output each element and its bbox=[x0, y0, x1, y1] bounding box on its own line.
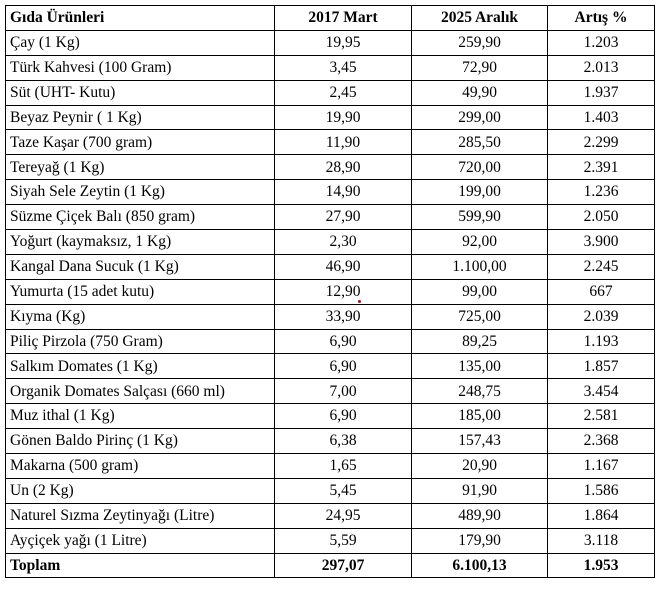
table-header-row bbox=[6, 6, 655, 31]
table-row bbox=[6, 80, 655, 105]
product-name-cell: Tereyağ (1 Kg) bbox=[6, 155, 275, 180]
increase-percent-cell: 3.118 bbox=[548, 528, 655, 553]
table-row bbox=[6, 230, 655, 255]
price-2025-cell: 725,00 bbox=[412, 304, 548, 329]
product-name-cell: Piliç Pirzola (750 Gram) bbox=[6, 329, 275, 354]
total-2025-cell: 6.100,13 bbox=[412, 553, 548, 578]
product-name-cell: Organik Domates Salçası (660 ml) bbox=[6, 379, 275, 404]
stray-red-mark bbox=[358, 300, 361, 303]
product-name-cell: Siyah Sele Zeytin (1 Kg) bbox=[6, 180, 275, 205]
increase-percent-cell: 1.236 bbox=[548, 180, 655, 205]
price-2025-cell: 157,43 bbox=[412, 429, 548, 454]
increase-percent-cell: 2.050 bbox=[548, 205, 655, 230]
price-2017-cell: 5,45 bbox=[275, 478, 412, 503]
product-name-cell: Yumurta (15 adet kutu) bbox=[6, 279, 275, 304]
product-name-cell: Naturel Sızma Zeytinyağı (Litre) bbox=[6, 503, 275, 528]
price-2017-cell: 6,38 bbox=[275, 429, 412, 454]
price-2025-cell: 92,00 bbox=[412, 230, 548, 255]
total-increase-cell: 1.953 bbox=[548, 553, 655, 578]
product-name-cell: Türk Kahvesi (100 Gram) bbox=[6, 55, 275, 80]
table-row bbox=[6, 454, 655, 479]
increase-percent-cell: 1.586 bbox=[548, 478, 655, 503]
increase-percent-cell: 2.368 bbox=[548, 429, 655, 454]
price-2017-cell: 6,90 bbox=[275, 354, 412, 379]
price-2025-cell: 179,90 bbox=[412, 528, 548, 553]
price-2025-cell: 89,25 bbox=[412, 329, 548, 354]
price-2017-cell: 14,90 bbox=[275, 180, 412, 205]
table-row bbox=[6, 105, 655, 130]
increase-percent-cell: 1.167 bbox=[548, 454, 655, 479]
product-name-cell: Ayçiçek yağı (1 Litre) bbox=[6, 528, 275, 553]
increase-percent-cell: 3.900 bbox=[548, 230, 655, 255]
table-row bbox=[6, 155, 655, 180]
increase-percent-cell: 667 bbox=[548, 279, 655, 304]
product-name-cell: Çay (1 Kg) bbox=[6, 30, 275, 55]
table-row bbox=[6, 130, 655, 155]
table-row bbox=[6, 329, 655, 354]
price-2017-cell: 5,59 bbox=[275, 528, 412, 553]
price-2025-cell: 599,90 bbox=[412, 205, 548, 230]
product-name-cell: Makarna (500 gram) bbox=[6, 454, 275, 479]
increase-percent-cell: 2.039 bbox=[548, 304, 655, 329]
table-row bbox=[6, 205, 655, 230]
increase-percent-cell: 2.299 bbox=[548, 130, 655, 155]
price-2017-cell: 6,90 bbox=[275, 329, 412, 354]
price-2025-cell: 185,00 bbox=[412, 404, 548, 429]
table-row bbox=[6, 404, 655, 429]
table-row bbox=[6, 55, 655, 80]
price-2017-cell: 2,45 bbox=[275, 80, 412, 105]
increase-percent-cell: 1.937 bbox=[548, 80, 655, 105]
product-name-cell: Yoğurt (kaymaksız, 1 Kg) bbox=[6, 230, 275, 255]
price-2017-cell: 1,65 bbox=[275, 454, 412, 479]
total-label-cell: Toplam bbox=[6, 553, 275, 578]
increase-percent-cell: 1.403 bbox=[548, 105, 655, 130]
table-row bbox=[6, 478, 655, 503]
price-2025-cell: 248,75 bbox=[412, 379, 548, 404]
increase-percent-cell: 1.857 bbox=[548, 354, 655, 379]
increase-percent-cell: 2.245 bbox=[548, 254, 655, 279]
product-name-cell: Kangal Dana Sucuk (1 Kg) bbox=[6, 254, 275, 279]
price-2025-cell: 299,00 bbox=[412, 105, 548, 130]
product-name-cell: Süt (UHT- Kutu) bbox=[6, 80, 275, 105]
price-2017-cell: 7,00 bbox=[275, 379, 412, 404]
table-row bbox=[6, 354, 655, 379]
price-2025-cell: 91,90 bbox=[412, 478, 548, 503]
table-row bbox=[6, 254, 655, 279]
increase-percent-cell: 2.391 bbox=[548, 155, 655, 180]
table-row bbox=[6, 429, 655, 454]
table-row bbox=[6, 30, 655, 55]
price-2025-cell: 99,00 bbox=[412, 279, 548, 304]
table-row bbox=[6, 304, 655, 329]
header-2017-march: 2017 Mart bbox=[275, 6, 412, 31]
increase-percent-cell: 1.864 bbox=[548, 503, 655, 528]
price-2017-cell: 19,90 bbox=[275, 105, 412, 130]
product-name-cell: Beyaz Peynir ( 1 Kg) bbox=[6, 105, 275, 130]
price-2025-cell: 1.100,00 bbox=[412, 254, 548, 279]
table-row bbox=[6, 279, 655, 304]
table-row bbox=[6, 180, 655, 205]
price-2025-cell: 285,50 bbox=[412, 130, 548, 155]
increase-percent-cell: 2.581 bbox=[548, 404, 655, 429]
table-row bbox=[6, 528, 655, 553]
price-2017-cell: 28,90 bbox=[275, 155, 412, 180]
total-2017-cell: 297,07 bbox=[275, 553, 412, 578]
header-increase-percent: Artış % bbox=[548, 6, 655, 31]
price-2017-cell: 27,90 bbox=[275, 205, 412, 230]
header-food-products: Gıda Ürünleri bbox=[6, 6, 275, 31]
price-2025-cell: 20,90 bbox=[412, 454, 548, 479]
total-row bbox=[6, 553, 655, 578]
increase-percent-cell: 1.193 bbox=[548, 329, 655, 354]
table-row bbox=[6, 503, 655, 528]
price-2017-cell: 11,90 bbox=[275, 130, 412, 155]
price-2017-cell: 6,90 bbox=[275, 404, 412, 429]
price-2025-cell: 135,00 bbox=[412, 354, 548, 379]
price-2017-cell: 24,95 bbox=[275, 503, 412, 528]
price-2017-cell: 46,90 bbox=[275, 254, 412, 279]
price-2017-cell: 33,90 bbox=[275, 304, 412, 329]
table-row bbox=[6, 379, 655, 404]
product-name-cell: Kıyma (Kg) bbox=[6, 304, 275, 329]
table-body bbox=[6, 30, 655, 578]
increase-percent-cell: 1.203 bbox=[548, 30, 655, 55]
product-name-cell: Muz ithal (1 Kg) bbox=[6, 404, 275, 429]
price-2017-cell: 2,30 bbox=[275, 230, 412, 255]
price-2017-cell: 12,90 bbox=[275, 279, 412, 304]
food-price-table bbox=[5, 5, 655, 578]
price-2025-cell: 489,90 bbox=[412, 503, 548, 528]
price-2025-cell: 259,90 bbox=[412, 30, 548, 55]
increase-percent-cell: 2.013 bbox=[548, 55, 655, 80]
header-2025-december: 2025 Aralık bbox=[412, 6, 548, 31]
price-2025-cell: 49,90 bbox=[412, 80, 548, 105]
price-2017-cell: 3,45 bbox=[275, 55, 412, 80]
price-2025-cell: 720,00 bbox=[412, 155, 548, 180]
price-2017-cell: 19,95 bbox=[275, 30, 412, 55]
price-2025-cell: 72,90 bbox=[412, 55, 548, 80]
increase-percent-cell: 3.454 bbox=[548, 379, 655, 404]
product-name-cell: Süzme Çiçek Balı (850 gram) bbox=[6, 205, 275, 230]
price-2025-cell: 199,00 bbox=[412, 180, 548, 205]
product-name-cell: Gönen Baldo Pirinç (1 Kg) bbox=[6, 429, 275, 454]
product-name-cell: Salkım Domates (1 Kg) bbox=[6, 354, 275, 379]
product-name-cell: Taze Kaşar (700 gram) bbox=[6, 130, 275, 155]
product-name-cell: Un (2 Kg) bbox=[6, 478, 275, 503]
